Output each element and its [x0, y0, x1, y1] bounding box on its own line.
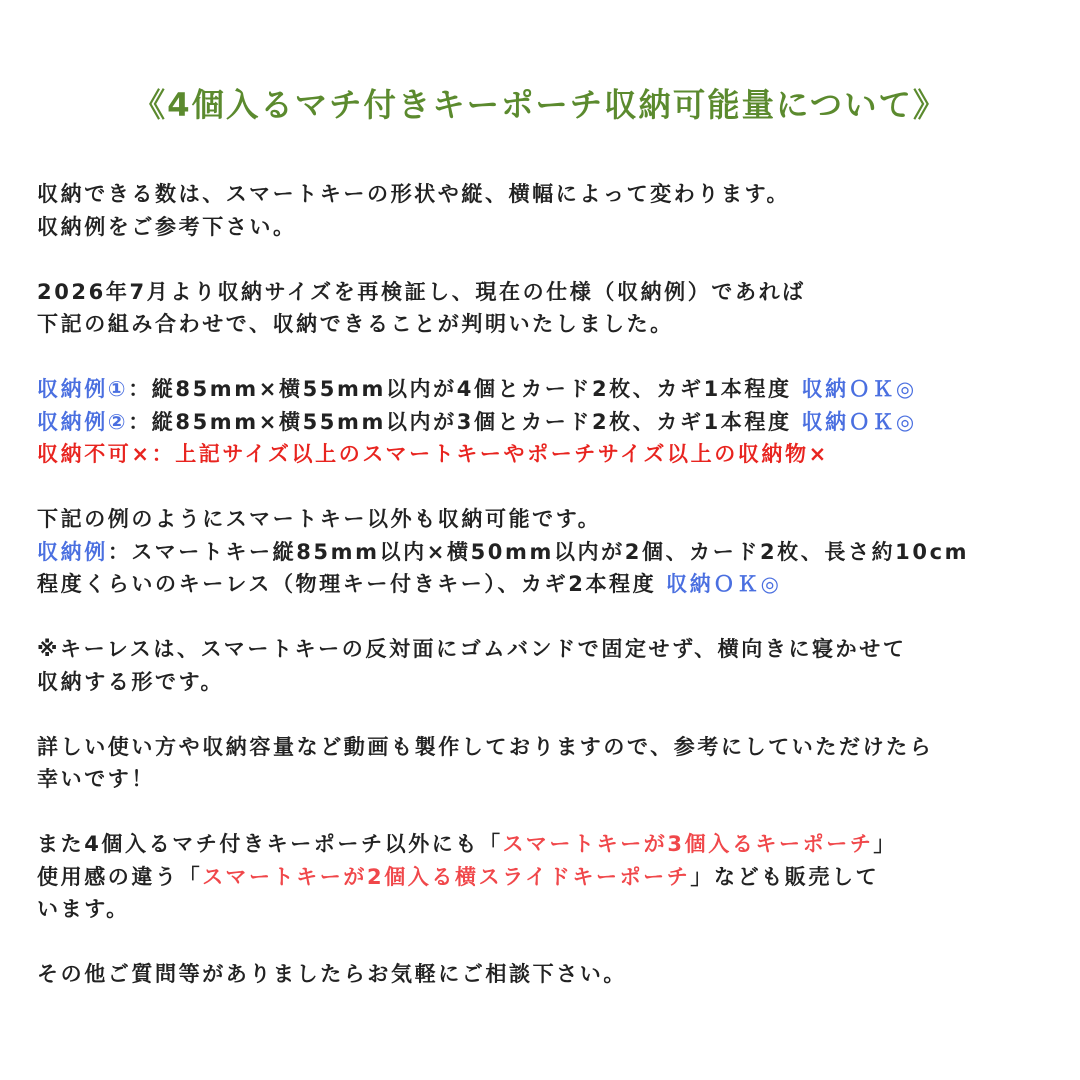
example-2-text: ：縦85mm×横55mm以内が3個とカード2枚、カギ1本程度: [128, 409, 802, 434]
not-allowed-line: 収納不可×：上記サイズ以上のスマートキーやポーチサイズ以上の収納物×: [37, 442, 829, 466]
example-2-label: 収納例②: [37, 409, 129, 434]
note-paragraph: [37, 633, 1057, 698]
examples-paragraph: [37, 373, 1057, 471]
body-text: [37, 178, 1057, 991]
closing-line: その他ご質問等がありましたらお気軽にご相談下さい。: [37, 962, 627, 986]
related-line-2-suffix: 」なども販売して: [690, 864, 880, 889]
video-paragraph: [37, 731, 1057, 796]
related-line-3: います。: [37, 897, 130, 921]
video-line-1: 詳しい使い方や収納容量など動画も製作しておりますので、参考にしていただけたら: [37, 734, 934, 759]
reverification-line-1: 2026年7月より収納サイズを再検証し、現在の仕様（収納例）であれば: [37, 279, 806, 304]
intro-paragraph: [37, 178, 1057, 243]
example-1-ok: 収納ＯＫ◎: [801, 377, 917, 401]
other-items-line-2-text: ：スマートキー縦85mm以内×横50mm以内が2個、カード2枚、長さ約10cm: [107, 539, 970, 564]
reverification-paragraph: [37, 276, 1057, 341]
other-items-line-3-text: 程度くらいのキーレス（物理キー付きキー）、カギ2本程度: [37, 572, 667, 596]
page-title: 《4個入るマチ付きキーポーチ収納可能量について》: [132, 86, 948, 124]
note-line-2: 収納する形です。: [37, 669, 225, 694]
other-items-label: 収納例: [37, 539, 108, 564]
related-line-2: [37, 861, 1057, 894]
other-items-ok: 収納ＯＫ◎: [666, 572, 782, 596]
example-2: [37, 406, 1057, 439]
example-1-text: ：縦85mm×横55mm以内が4個とカード2枚、カギ1本程度: [128, 377, 802, 401]
example-1: [37, 373, 1057, 406]
other-items-paragraph: [37, 503, 1057, 601]
related-line-1-prefix: また4個入るマチ付きキーポーチ以外にも「: [37, 832, 503, 856]
related-products-paragraph: [37, 828, 1057, 926]
reverification-line-2: 下記の組み合わせで、収納できることが判明いたしました。: [37, 312, 674, 336]
other-items-line-1: 下記の例のようにスマートキー以外も収納可能です。: [37, 507, 602, 531]
intro-line-2: 収納例をご参考下さい。: [37, 214, 297, 239]
related-line-2-prefix: 使用感の違う「: [37, 864, 203, 889]
other-items-line-2: [37, 536, 1057, 569]
example-1-label: 収納例①: [37, 377, 129, 401]
related-product-2: スマートキーが2個入る横スライドキーポーチ: [202, 864, 691, 889]
related-line-1: [37, 828, 1057, 861]
other-items-line-3: [37, 568, 1057, 601]
note-line-1: ※キーレスは、スマートキーの反対面にゴムバンドで固定せず、横向きに寝かせて: [37, 637, 907, 661]
video-line-2: 幸いです！: [37, 767, 155, 791]
related-product-1: スマートキーが3個入るキーポーチ: [502, 832, 874, 856]
intro-line-1: 収納できる数は、スマートキーの形状や縦、横幅によって変わります。: [37, 182, 791, 206]
closing-paragraph: [37, 958, 1057, 991]
example-2-ok: 収納ＯＫ◎: [801, 409, 917, 434]
related-line-1-suffix: 」: [873, 832, 898, 856]
